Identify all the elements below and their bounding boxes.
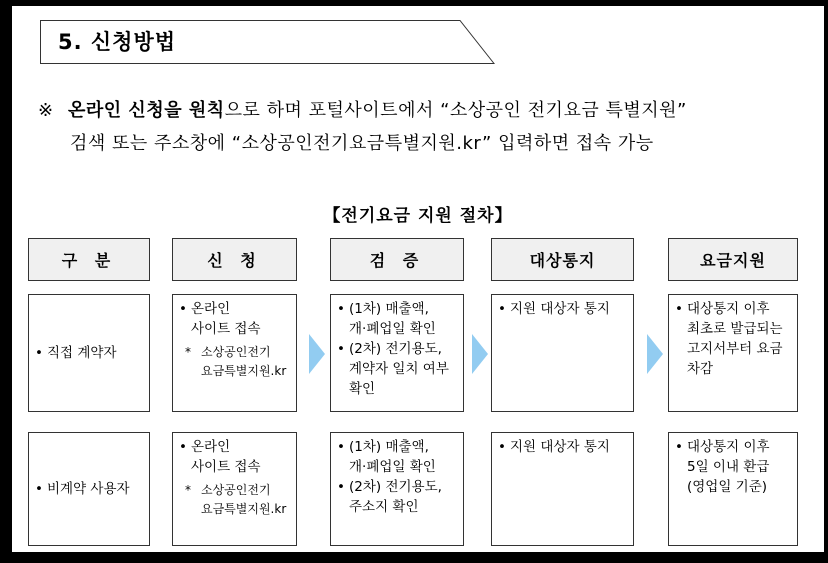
- section-heading: [40, 20, 495, 64]
- flow-arrow-icon: [472, 334, 488, 374]
- flow-arrow-icon: [647, 334, 663, 374]
- row1-category-cell: [28, 294, 150, 412]
- row1-notify: • 지원 대상자 통지: [498, 301, 610, 317]
- row2-support: • 대상통지 이후 5일 이내 환급 (영업일 기준): [675, 439, 770, 495]
- document-page: [12, 6, 824, 552]
- row2-notify-cell: [491, 432, 634, 546]
- header-verify: 검 증: [330, 238, 464, 281]
- row1-apply-cell: [172, 294, 297, 412]
- header-category: 구 분: [28, 238, 150, 281]
- header-notify: 대상통지: [491, 238, 634, 281]
- reference-mark: ※: [38, 100, 54, 121]
- row2-verify-cell: [330, 432, 464, 546]
- notice-text: [38, 94, 828, 160]
- section-title: 5. 신청방법: [58, 30, 177, 54]
- row2-apply-cell: [172, 432, 297, 546]
- row1-support-cell: [668, 294, 798, 412]
- row1-notify-cell: [491, 294, 634, 412]
- procedure-title: 【전기요금 지원 절차】: [323, 206, 513, 226]
- notice-line-1: [38, 94, 828, 127]
- row1-apply-url: * 소상공인전기 요금특별지원.kr: [185, 345, 287, 378]
- row2-category: • 비계약 사용자: [35, 481, 130, 497]
- notice-emphasis: 온라인 신청을 원칙: [68, 100, 225, 121]
- row2-support-cell: [668, 432, 798, 546]
- row1-support: • 대상통지 이후 최초로 발급되는 고지서부터 요금 차감: [675, 301, 783, 377]
- notice-line-1-rest: 으로 하며 포털사이트에서 “소상공인 전기요금 특별지원”: [224, 100, 687, 121]
- flow-arrow-icon: [309, 334, 325, 374]
- row1-verify-1: • (1차) 매출액, 개·폐업일 확인: [337, 301, 436, 337]
- row1-category: • 직접 계약자: [35, 345, 117, 361]
- row2-category-cell: [28, 432, 150, 546]
- row1-verify-2: • (2차) 전기용도, 계약자 일치 여부 확인: [337, 341, 449, 397]
- header-support: 요금지원: [668, 238, 798, 281]
- row2-verify-2: • (2차) 전기용도, 주소지 확인: [337, 479, 442, 515]
- row2-apply-url: * 소상공인전기 요금특별지원.kr: [185, 483, 287, 516]
- row2-notify: • 지원 대상자 통지: [498, 439, 610, 455]
- notice-line-2: 검색 또는 주소창에 “소상공인전기요금특별지원.kr” 입력하면 접속 가능: [70, 133, 654, 154]
- row2-verify-1: • (1차) 매출액, 개·폐업일 확인: [337, 439, 436, 475]
- row2-apply-main: • 온라인 사이트 접속: [179, 439, 261, 475]
- row1-verify-cell: [330, 294, 464, 412]
- row1-apply-main: • 온라인 사이트 접속: [179, 301, 261, 337]
- header-apply: 신 청: [172, 238, 297, 281]
